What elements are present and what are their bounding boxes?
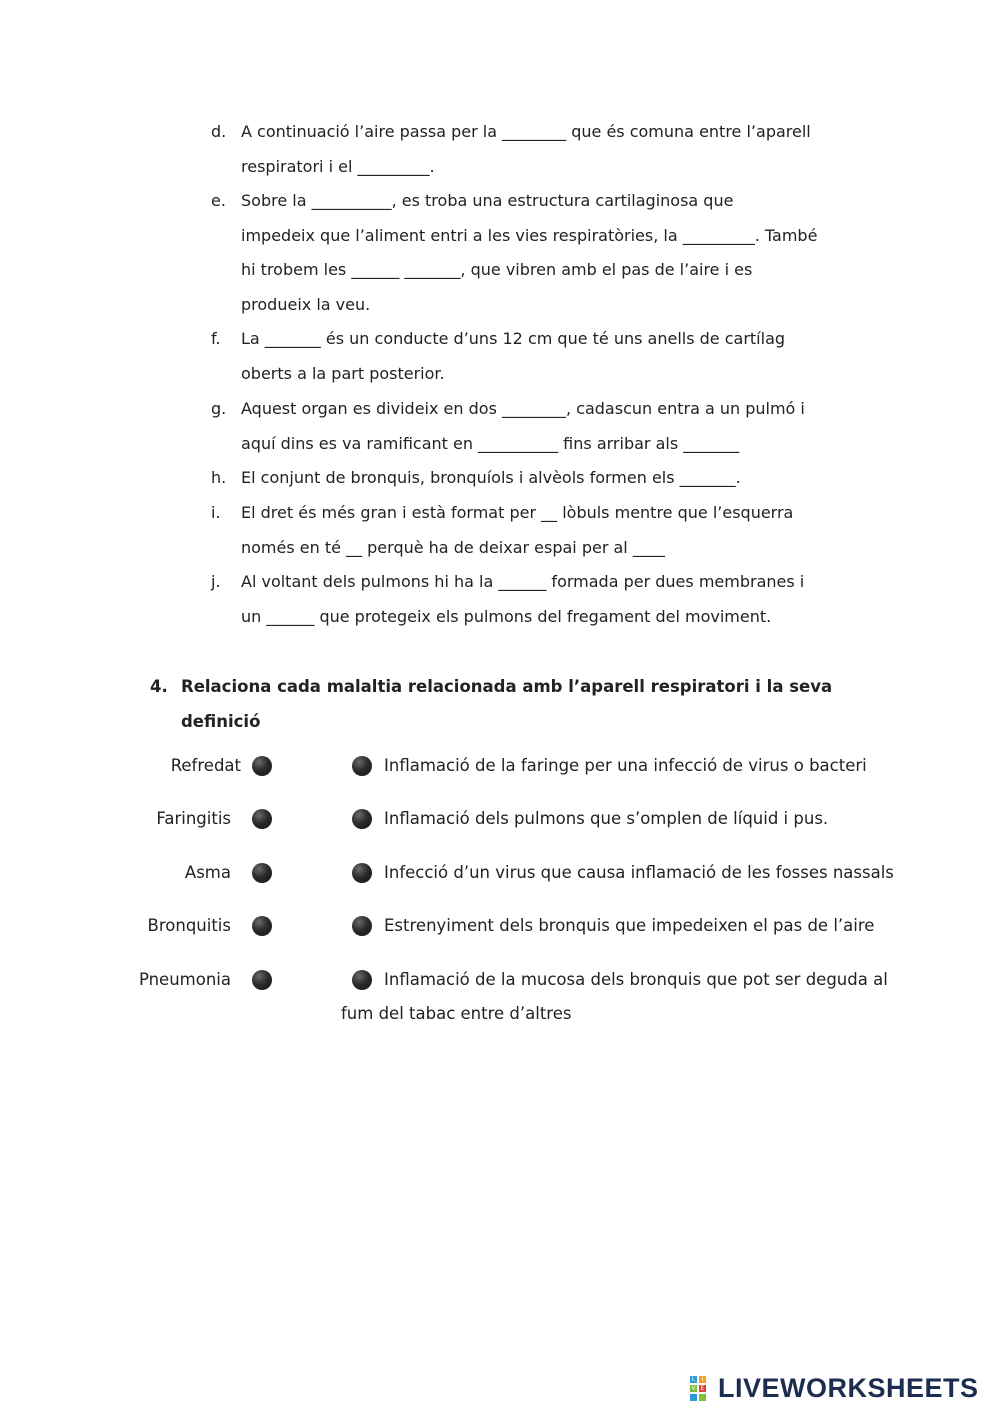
item-line: El conjunt de bronquis, bronquíols i alvèols formen els _______. bbox=[241, 468, 741, 487]
item-line: La _______ és un conducte d’uns 12 cm que té uns anells de cartílag bbox=[241, 329, 786, 348]
term-match-dot[interactable] bbox=[252, 970, 272, 990]
item-line: Al voltant dels pulmons hi ha la ______ formada per dues membranes i bbox=[241, 572, 805, 591]
item-line: només en té __ perquè ha de deixar espai per al ____ bbox=[241, 537, 665, 557]
item-letter: e. bbox=[211, 191, 226, 210]
definition-match-dot[interactable] bbox=[352, 809, 372, 829]
definition-4: Estrenyiment dels bronquis que impedeixen el pas de l’aire bbox=[384, 916, 875, 935]
item-line: hi trobem les ______ _______, que vibren amb el pas de l’aire i es bbox=[241, 260, 753, 280]
item-letter: d. bbox=[211, 122, 227, 141]
term-faringitis: Faringitis bbox=[156, 809, 231, 828]
term-match-dot[interactable] bbox=[252, 916, 272, 936]
question-title-line: Relaciona cada malaltia relacionada amb l’aparell respiratori i la seva bbox=[181, 677, 833, 696]
item-letter: g. bbox=[211, 399, 227, 418]
item-text bbox=[241, 184, 891, 322]
item-text bbox=[241, 565, 891, 634]
term-pneumonia: Pneumonia bbox=[138, 970, 231, 989]
liveworksheets-logo bbox=[690, 1372, 990, 1404]
item-line: produeix la veu. bbox=[241, 294, 371, 314]
term-match-dot[interactable] bbox=[252, 863, 272, 883]
item-line: aquí dins es va ramificant en __________ fins arribar als _______ bbox=[241, 433, 740, 453]
definition-match-dot[interactable] bbox=[352, 863, 372, 883]
term-refredat: Refredat bbox=[170, 756, 241, 775]
item-line: A continuació l’aire passa per la ________ que és comuna entre l’aparell bbox=[241, 122, 811, 141]
item-line: oberts a la part posterior. bbox=[241, 363, 445, 383]
item-letter: f. bbox=[211, 329, 221, 348]
fill-in-list bbox=[0, 0, 999, 640]
logo-text: LIVEWORKSHEETS bbox=[718, 1373, 979, 1403]
term-asma: Asma bbox=[184, 863, 231, 882]
term-bronquitis: Bronquitis bbox=[147, 916, 231, 935]
term-match-dot[interactable] bbox=[252, 809, 272, 829]
definition-3: Infecció d’un virus que causa inflamació de les fosses nassals bbox=[384, 863, 894, 882]
logo-icon bbox=[690, 1376, 716, 1402]
item-letter: h. bbox=[211, 468, 227, 487]
item-text bbox=[241, 392, 891, 461]
logo-icon-letter: L bbox=[691, 1376, 696, 1383]
item-line: respiratori i el _________. bbox=[241, 156, 435, 176]
question-number: 4. bbox=[150, 677, 168, 696]
logo-icon-letter: I bbox=[699, 1376, 706, 1383]
item-letter: i. bbox=[211, 503, 221, 522]
definition-match-dot[interactable] bbox=[352, 970, 372, 990]
question-title bbox=[181, 670, 881, 739]
definition-5-continuation: fum del tabac entre d’altres bbox=[341, 1004, 572, 1023]
question-title-line: definició bbox=[181, 711, 261, 731]
item-text bbox=[241, 115, 891, 184]
item-line: impedeix que l’aliment entri a les vies respiratòries, la _________. També bbox=[241, 225, 818, 245]
definition-match-dot[interactable] bbox=[352, 756, 372, 776]
item-text bbox=[241, 496, 891, 565]
item-line: Sobre la __________, es troba una estructura cartilaginosa que bbox=[241, 191, 734, 210]
item-text bbox=[241, 322, 891, 391]
definition-5: Inflamació de la mucosa dels bronquis que pot ser deguda al bbox=[384, 970, 888, 989]
item-line: Aquest organ es divideix en dos ________, cadascun entra a un pulmó i bbox=[241, 399, 805, 418]
logo-icon-letter: V bbox=[691, 1385, 696, 1392]
logo-icon-letter: E bbox=[700, 1385, 705, 1392]
item-letter: j. bbox=[211, 572, 221, 591]
item-line: El dret és més gran i està format per __ lòbuls mentre que l’esquerra bbox=[241, 503, 794, 522]
definition-2: Inflamació dels pulmons que s’omplen de líquid i pus. bbox=[384, 809, 829, 828]
term-match-dot[interactable] bbox=[252, 756, 272, 776]
definition-1: Inflamació de la faringe per una infecció de virus o bacteri bbox=[384, 756, 867, 775]
item-line: un ______ que protegeix els pulmons del fregament del moviment. bbox=[241, 606, 772, 626]
item-text bbox=[241, 461, 891, 496]
definition-match-dot[interactable] bbox=[352, 916, 372, 936]
